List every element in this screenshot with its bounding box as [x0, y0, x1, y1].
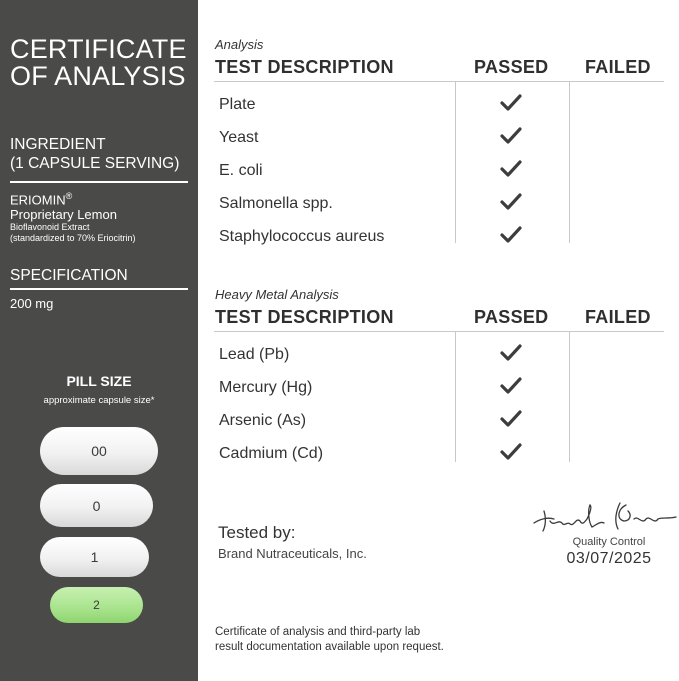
certificate-title	[10, 36, 194, 90]
analysis-section-title: Analysis	[215, 37, 264, 52]
ingredient-detail-line-2: (standardized to 70% Eriocitrin)	[10, 233, 136, 243]
heavy-metal-header-failed: FAILED	[585, 307, 651, 327]
footnote-line-2: result documentation available upon request.	[215, 641, 444, 653]
ingredient-name-line: Proprietary Lemon	[10, 207, 117, 223]
check-icon	[499, 376, 523, 396]
pill-size-00	[40, 427, 158, 475]
certificate-date: 03/07/2025	[566, 550, 652, 567]
title-line-1: CERTIFICATE	[10, 34, 187, 64]
heavy-metal-section-title: Heavy Metal Analysis	[215, 287, 339, 302]
table-row: E. coli	[219, 162, 263, 179]
ingredient-brand: ERIOMIN	[10, 192, 66, 208]
ingredient-detail-line-1: Bioflavonoid Extract	[10, 222, 90, 232]
ingredient-divider	[10, 181, 188, 183]
ingredient-line-2: (1 CAPSULE SERVING)	[10, 155, 180, 172]
pill-size-1	[40, 537, 149, 577]
specification-value: 200 mg	[10, 296, 54, 311]
signature-image	[530, 497, 679, 539]
testing-company: Brand Nutraceuticals, Inc.	[218, 546, 367, 561]
pill-size-0	[40, 484, 153, 527]
check-icon	[499, 409, 523, 429]
check-icon	[499, 93, 523, 113]
check-icon	[499, 159, 523, 179]
pill-label: 2	[93, 598, 100, 612]
analysis-column-divider-2	[569, 81, 570, 243]
specification-divider	[10, 288, 188, 290]
analysis-column-divider-1	[455, 81, 456, 243]
specification-label: SPECIFICATION	[10, 267, 128, 284]
signer-role: Quality Control	[572, 536, 646, 548]
ingredient-name	[10, 189, 190, 222]
check-icon	[499, 192, 523, 212]
title-line-2: OF ANALYSIS	[10, 61, 186, 91]
table-row: Salmonella spp.	[219, 195, 333, 212]
table-row: Plate	[219, 96, 256, 113]
analysis-header-passed: PASSED	[474, 57, 549, 77]
ingredient-line-1: INGREDIENT	[10, 136, 106, 153]
check-icon	[499, 126, 523, 146]
pill-label: 00	[91, 443, 107, 459]
pill-label: 0	[92, 497, 101, 514]
analysis-header-failed: FAILED	[585, 57, 651, 77]
heavy-metal-header-description: TEST DESCRIPTION	[215, 307, 394, 327]
table-row: Yeast	[219, 129, 259, 146]
registered-mark: ®	[65, 191, 73, 201]
ingredient-detail	[10, 222, 195, 244]
tested-by-label: Tested by:	[218, 523, 296, 542]
analysis-header-description: TEST DESCRIPTION	[215, 57, 394, 77]
pill-label: 1	[90, 549, 99, 565]
heavy-metal-column-divider-1	[455, 331, 456, 462]
table-row: Lead (Pb)	[219, 346, 290, 363]
table-row: Mercury (Hg)	[219, 379, 313, 396]
ingredient-heading	[10, 135, 190, 173]
pill-size-title: PILL SIZE	[66, 373, 132, 389]
check-icon	[499, 225, 523, 245]
footnote-line-1: Certificate of analysis and third-party lab	[215, 626, 421, 638]
table-row: Staphylococcus aureus	[219, 228, 385, 245]
table-row: Cadmium (Cd)	[219, 445, 324, 462]
pill-size-2	[50, 587, 143, 623]
check-icon	[499, 343, 523, 363]
heavy-metal-header-divider	[214, 331, 664, 332]
footnote	[215, 625, 515, 655]
pill-size-subtitle: approximate capsule size*	[43, 395, 155, 406]
table-row: Arsenic (As)	[219, 412, 307, 429]
heavy-metal-column-divider-2	[569, 331, 570, 462]
analysis-header-divider	[214, 81, 664, 82]
check-icon	[499, 442, 523, 462]
sidebar	[0, 0, 198, 681]
heavy-metal-header-passed: PASSED	[474, 307, 549, 327]
